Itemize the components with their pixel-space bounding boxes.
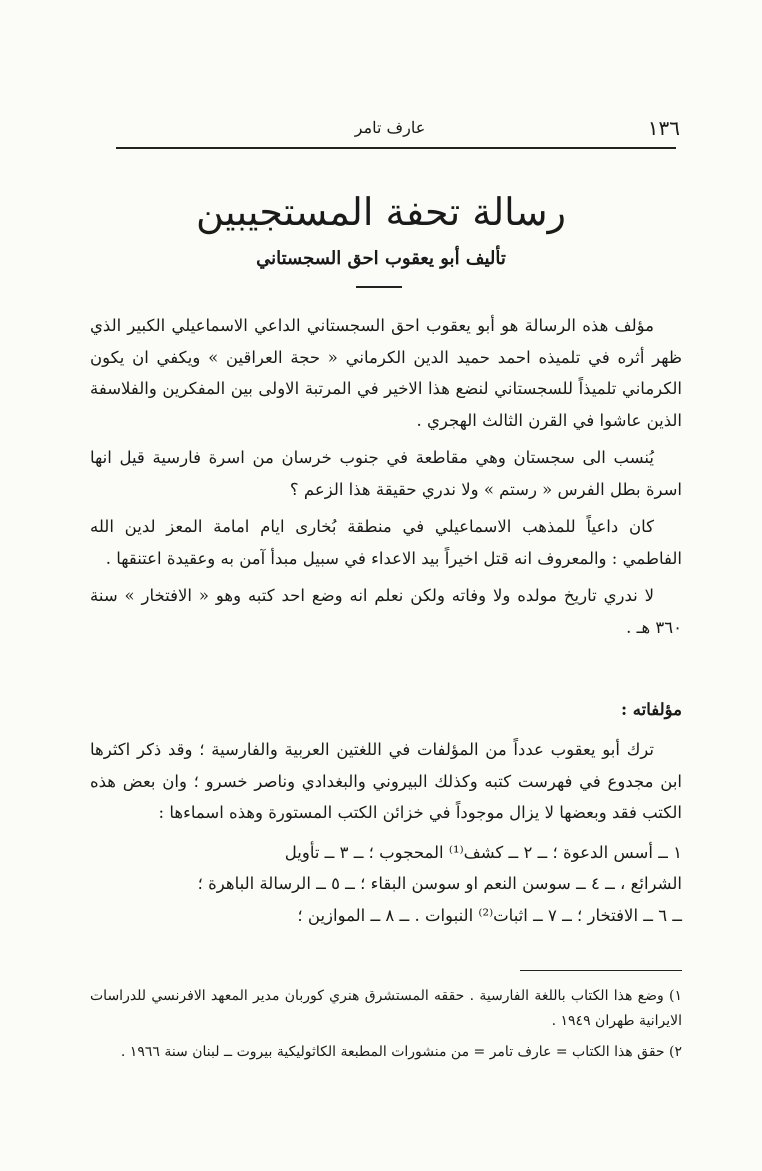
list-item: ١ ــ أسس الدعوة ؛ ــ ٢ ــ كشف⁽¹⁾ المحجوب ؛ ــ ٣ ــ تأويل (284, 842, 682, 862)
paragraph: كان داعياً للمذهب الاسماعيلي في منطقة بُخارى ايام امامة المعز لدين الله الفاطمي : والمعروف انه قتل اخيراً بيد الاعداء في سبيل مبدأ آمن به وعقيدة اعتنقها . (90, 517, 682, 568)
paragraph: مؤلف هذه الرسالة هو أبو يعقوب احق السجستاني الداعي الاسماعيلي الكبير الذي ظهر أثره في تلميذه احمد حميد الدين الكرماني « حجة العراقين » ويكفي ان يكون الكرماني تلميذاً للسجستاني لنضع هذا الاخير في المرتبة الاولى بين المفكرين والفلاسفة الذين عاشوا في القرن الثالث الهجري . (90, 316, 682, 430)
footnote: ١) وضع هذا الكتاب باللغة الفارسية . حققه المستشرق هنري كوربان مدير المعهد الافرنسي للدراسات الايرانية طهران ١٩٤٩ . (90, 988, 682, 1029)
list-item: ــ ٦ ــ الافتخار ؛ ــ ٧ ــ اثبات⁽²⁾ النبوات . ــ ٨ ــ الموازين ؛ (297, 905, 682, 925)
running-header (100, 116, 680, 146)
body-text (90, 310, 682, 649)
header-rule (116, 147, 676, 149)
running-title: عارف تامر (354, 118, 426, 137)
paragraph: يُنسب الى سجستان وهي مقاطعة في جنوب خرسان من اسرة فارسية قيل انها اسرة بطل الفرس « رستم » ولا ندري حقيقة هذا الزعم ؟ (90, 448, 682, 499)
footnotes (90, 984, 682, 1071)
page-number: ١٣٦ (647, 116, 680, 140)
works-section (90, 734, 682, 931)
paragraph: لا ندري تاريخ مولده ولا وفاته ولكن نعلم انه وضع احد كتبه وهو « الافتخار » سنة ٣٦٠ هـ . (90, 586, 682, 637)
works-list (90, 837, 682, 932)
footnote: ٢) حقق هذا الكتاب = عارف تامر = من منشورات المطبعة الكاثوليكية بيروت ــ لبنان سنة ١٩٦٦ . (120, 1044, 682, 1060)
footnote-rule (520, 970, 682, 971)
list-item: الشرائع ، ــ ٤ ــ سوسن النعم او سوسن البقاء ؛ ــ ٥ ــ الرسالة الباهرة ؛ (197, 874, 682, 893)
document-title: رسالة تحفة المستجيبين (196, 190, 566, 234)
section-heading: مؤلفاته : (620, 700, 682, 719)
title-divider (356, 286, 402, 288)
document-subtitle: تأليف أبو يعقوب احق السجستاني (256, 248, 506, 269)
works-intro: ترك أبو يعقوب عدداً من المؤلفات في اللغتين العربية والفارسية ؛ وقد ذكر اكثرها ابن مجدوع في فهرست كتبه وكذلك البيروني والبغدادي وناصر خسرو ؛ وان بعض هذه الكتب فقد وبعضها لا يزال موجوداً في خزائن الكتب المستورة وهذه اسماءها : (90, 740, 682, 822)
